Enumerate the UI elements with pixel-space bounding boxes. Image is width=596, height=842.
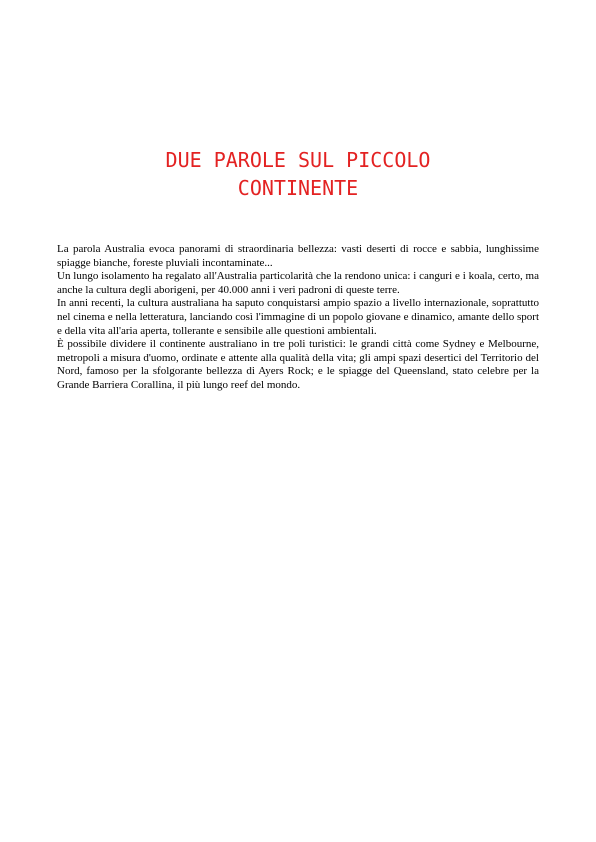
paragraph-2: Un lungo isolamento ha regalato all'Australia particolarità che la rendono unica: i canguri e i koala, certo, ma anche la cultura degli aborigeni, per 40.000 anni i veri padroni di queste terre. — [57, 270, 539, 296]
paragraph-1: La parola Australia evoca panorami di straordinaria bellezza: vasti deserti di rocce e sabbia, lunghissime spiagge bianche, foreste pluviali incontaminate... — [57, 243, 539, 269]
body-text — [57, 243, 539, 393]
page-title — [56, 146, 540, 202]
paragraph-4: È possibile dividere il continente australiano in tre poli turistici: le grandi città come Sydney e Melbourne, metropoli a misura d'uomo, ordinate e attente alla qualità della vita; gli ampi spazi desertici del Territorio del Nord, famoso per la sfolgorante bellezza di Ayers Rock; e le spiagge del Queensland, stato celebre per la Grande Barriera Corallina, il più lungo reef del mondo. — [57, 338, 539, 391]
title-line-1: DUE PAROLE SUL PICCOLO — [165, 148, 431, 172]
paragraph-3: In anni recenti, la cultura australiana ha saputo conquistarsi ampio spazio a livello internazionale, soprattutto nel cinema e nella letteratura, lanciando così l'immagine di un popolo giovane e dinamico, amante dello sport e della vita all'aria aperta, tollerante e sensibile alle questioni ambientali. — [57, 297, 539, 337]
title-line-2: CONTINENTE — [237, 176, 359, 200]
